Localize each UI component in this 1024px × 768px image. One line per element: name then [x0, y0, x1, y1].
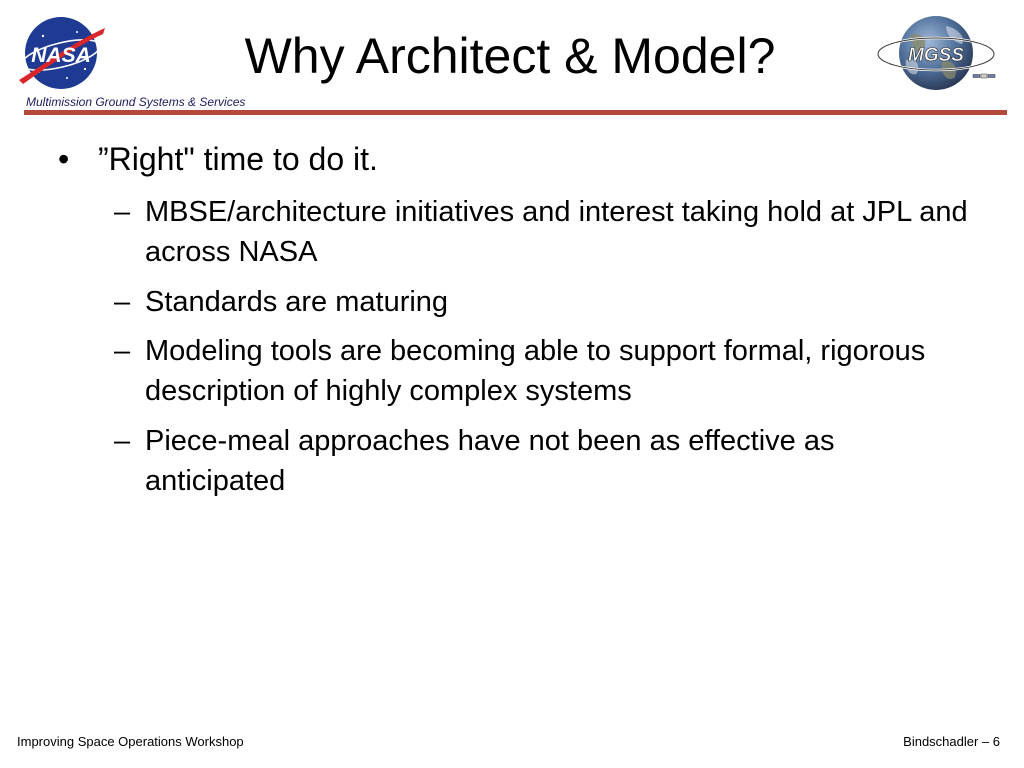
sub-bullet-text: MBSE/architecture initiatives and interest taking hold at JPL and across NASA	[145, 196, 968, 268]
sub-bullet-text: Piece-meal approaches have not been as effective as anticipated	[145, 425, 835, 497]
bullet-mark: •	[58, 141, 70, 177]
mgss-logo-text: MGSS	[908, 45, 964, 66]
sub-bullet-dash: –	[114, 425, 131, 457]
sub-bullet-item	[114, 331, 974, 411]
sub-bullet-text: Standards are maturing	[145, 286, 449, 318]
nasa-logo-text: NASA	[31, 44, 91, 67]
sub-bullet-dash: –	[114, 286, 131, 318]
sub-bullet-item	[114, 421, 974, 501]
nasa-logo	[15, 14, 107, 92]
footer-page-number: Bindschadler – 6	[903, 734, 1000, 749]
footer-workshop-name: Improving Space Operations Workshop	[17, 734, 244, 749]
sub-bullet-dash: –	[114, 196, 131, 228]
header-subtitle: Multimission Ground Systems & Services	[26, 95, 246, 109]
sub-bullet-text: Modeling tools are becoming able to support formal, rigorous description of highly complex systems	[145, 335, 926, 407]
sub-bullet-item	[114, 282, 974, 322]
slide-title: Why Architect & Model?	[244, 28, 776, 84]
sub-bullet-item	[114, 192, 974, 272]
sub-bullet-dash: –	[114, 335, 131, 367]
mgss-logo	[876, 10, 1002, 96]
header-divider	[24, 110, 1007, 115]
bullet-text: ”Right" time to do it.	[98, 141, 378, 177]
bullet-item	[58, 141, 378, 177]
